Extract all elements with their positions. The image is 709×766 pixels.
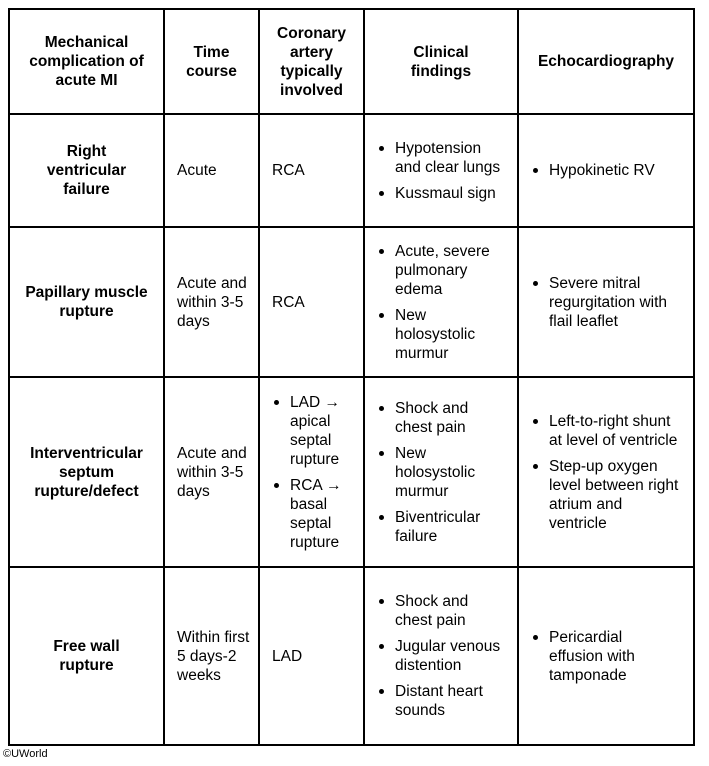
- row-echocardiography: [518, 227, 694, 377]
- row-time-course: Acute and within 3-5 days: [164, 227, 259, 377]
- row-time-course: Acute and within 3-5 days: [164, 377, 259, 567]
- bullet-item: New holosystolic murmur: [375, 444, 509, 501]
- bullet-item: Kussmaul sign: [375, 184, 509, 203]
- header-echocardiography: Echocardiography: [518, 9, 694, 114]
- row-artery: RCA: [259, 227, 364, 377]
- table-row: [9, 114, 694, 227]
- bullet-item: Acute, severe pulmonary edema: [375, 242, 509, 299]
- copyright-credit: ©UWorld: [3, 748, 48, 760]
- bullet-item: Left-to-right shunt at level of ventricle: [529, 412, 683, 450]
- bullet-item: Shock and chest pain: [375, 399, 509, 437]
- row-artery: LAD: [259, 567, 364, 745]
- row-artery: RCA: [259, 114, 364, 227]
- bullet-item: Hypokinetic RV: [529, 161, 689, 180]
- row-clinical-findings: [364, 377, 518, 567]
- row-complication: Papillary muscle rupture: [9, 227, 164, 377]
- bullet-item: Shock and chest pain: [375, 592, 509, 630]
- bullet-item: Distant heart sounds: [375, 682, 509, 720]
- bullet-item: Biventricular failure: [375, 508, 509, 546]
- header-complication: Mechanical complication of acute MI: [9, 9, 164, 114]
- header-time-course: Time course: [164, 9, 259, 114]
- table-row: [9, 377, 694, 567]
- header-clinical-findings: Clinical findings: [364, 9, 518, 114]
- mi-complications-table: [8, 8, 695, 746]
- header-row: [9, 9, 694, 114]
- row-clinical-findings: [364, 114, 518, 227]
- row-echocardiography: [518, 567, 694, 745]
- bullet-item: Step-up oxygen level between right atrium and ventricle: [529, 457, 683, 533]
- bullet-item: New holosystolic murmur: [375, 306, 509, 363]
- row-time-course: Acute: [164, 114, 259, 227]
- row-complication: Interventricular septum rupture/defect: [9, 377, 164, 567]
- row-echocardiography: [518, 377, 694, 567]
- table-row: [9, 227, 694, 377]
- row-clinical-findings: [364, 567, 518, 745]
- row-clinical-findings: [364, 227, 518, 377]
- header-coronary-artery: Coronary artery typically involved: [259, 9, 364, 114]
- row-complication: Right ventricular failure: [9, 114, 164, 227]
- bullet-item: Pericardial effusion with tamponade: [529, 628, 675, 685]
- row-time-course: Within first 5 days-2 weeks: [164, 567, 259, 745]
- row-complication: Free wall rupture: [9, 567, 164, 745]
- bullet-item: Hypotension and clear lungs: [375, 139, 509, 177]
- table-row: [9, 567, 694, 745]
- bullet-item: Severe mitral regurgitation with flail leaflet: [529, 274, 689, 331]
- row-artery: [259, 377, 364, 567]
- bullet-item: Jugular venous distention: [375, 637, 509, 675]
- bullet-item: RCA → basal septal rupture: [270, 476, 349, 552]
- bullet-item: LAD → apical septal rupture: [270, 393, 349, 469]
- row-echocardiography: [518, 114, 694, 227]
